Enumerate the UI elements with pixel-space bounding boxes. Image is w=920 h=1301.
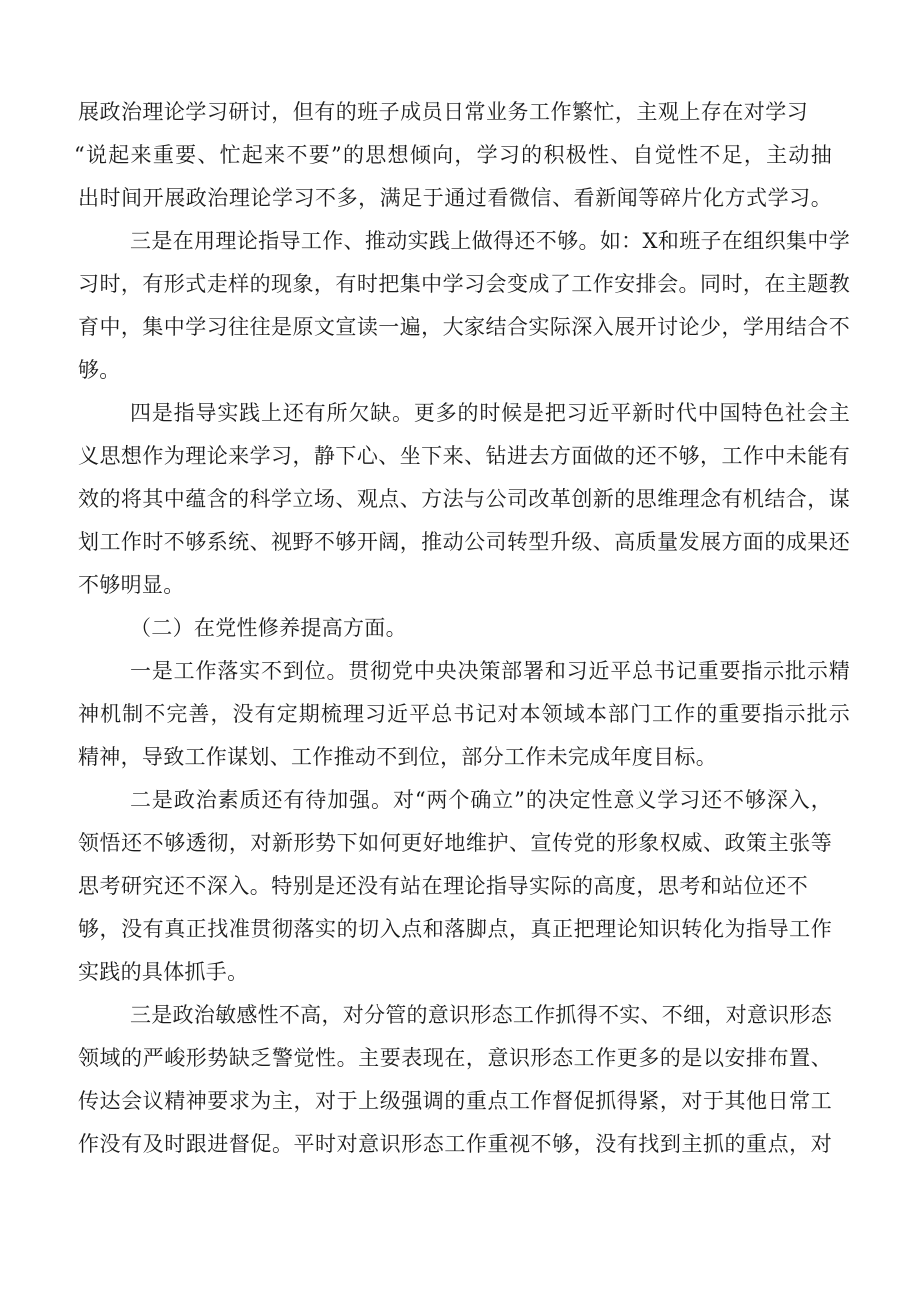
text-line: 一是工作落实不到位。贯彻党中央决策部署和习近平总书记重要指示批示精	[130, 659, 851, 683]
text-line: 三是在用理论指导工作、推动实践上做得还不够。如：X和班子在组织集中学	[130, 229, 851, 253]
text-line: 思考研究还不深入。特别是还没有站在理论指导实际的高度，思考和站位还不	[78, 874, 809, 898]
text-line: 育中，集中学习往往是原文宣读一遍，大家结合实际深入展开讨论少，学用结合不	[78, 315, 851, 339]
text-line: 实践的具体抓手。	[78, 960, 249, 984]
text-line: 二是政治素质还有待加强。对“两个确立”的决定性意义学习还不够深入，	[130, 788, 833, 812]
text-line: 不够明显。	[78, 573, 185, 597]
text-line: 够。	[78, 358, 121, 382]
text-line: 展政治理论学习研讨，但有的班子成员日常业务工作繁忙，主观上存在对学习	[78, 100, 809, 124]
text-line: 四是指导实践上还有所欠缺。更多的时候是把习近平新时代中国特色社会主	[130, 401, 851, 425]
text-line: “说起来重要、忙起来不要”的思想倾向，学习的积极性、自觉性不足，主动抽	[74, 143, 833, 167]
text-line: 领悟还不够透彻，对新形势下如何更好地维护、宣传党的形象权威、政策主张等	[78, 831, 833, 855]
text-line: 三是政治敏感性不高，对分管的意识形态工作抓得不实、不细，对意识形态	[130, 1003, 832, 1027]
section-heading: （二）在党性修养提高方面。	[130, 616, 407, 640]
text-line: 义思想作为理论来学习，静下心、坐下来、钻进去方面做的还不够，工作中未能有	[78, 444, 851, 468]
text-line: 出时间开展政治理论学习不多，满足于通过看微信、看新闻等碎片化方式学习。	[78, 186, 833, 210]
text-line: 习时，有形式走样的现象，有时把集中学习会变成了工作安排会。同时，在主题教	[78, 272, 851, 296]
text-line: 够，没有真正找准贯彻落实的切入点和落脚点，真正把理论知识转化为指导工作	[78, 917, 833, 941]
text-line: 作没有及时跟进督促。平时对意识形态工作重视不够，没有找到主抓的重点，对	[78, 1132, 833, 1156]
text-line: 精神，导致工作谋划、工作推动不到位，部分工作未完成年度目标。	[78, 745, 717, 769]
text-line: 效的将其中蕴含的科学立场、观点、方法与公司改革创新的思维理念有机结合，谋	[78, 487, 851, 511]
text-line: 传达会议精神要求为主，对于上级强调的重点工作督促抓得紧，对于其他日常工	[78, 1089, 833, 1113]
text-line: 神机制不完善，没有定期梳理习近平总书记对本领域本部门工作的重要指示批示	[78, 702, 851, 726]
text-line: 划工作时不够系统、视野不够开阔，推动公司转型升级、高质量发展方面的成果还	[78, 530, 851, 554]
text-line: 领域的严峻形势缺乏警觉性。主要表现在，意识形态工作更多的是以安排布置、	[78, 1046, 833, 1070]
